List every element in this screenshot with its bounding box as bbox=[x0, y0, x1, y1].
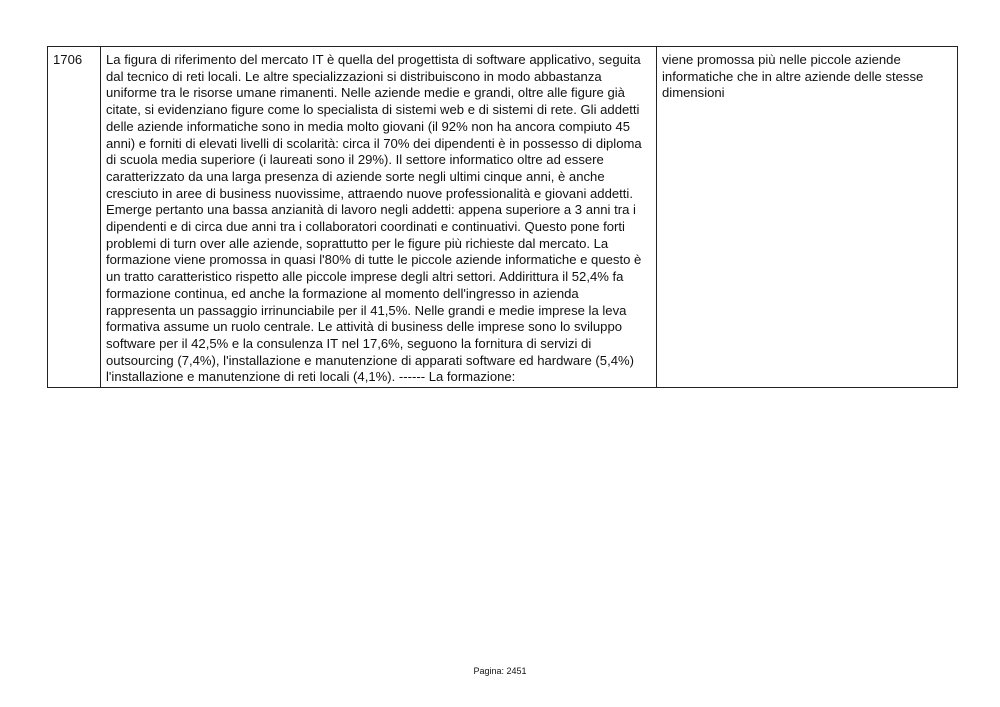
row-text-cell: La figura di riferimento del mercato IT è quella del progettista di software applicativo, seguita dal tecnico di reti locali. Le altre specializzazioni si distribuiscono in modo abbastanza uniforme tra le risorse umane rimanenti. Nelle aziende medie e grandi, oltre alle figure già citate, si evidenziano figure come lo specialista di sistemi web e di sistemi di rete. Gli addetti delle aziende informatiche sono in media molto giovani (il 92% non ha ancora compiuto 45 anni) e forniti di elevati livelli di scolarità: circa il 70% dei dipendenti è in possesso di diploma di scuola media superiore (i laureati sono il 29%). Il settore informatico oltre ad essere caratterizzato da una larga presenza di aziende sorte negli ultimi cinque anni, è anche cresciuto in aree di business nuovissime, attraendo nuove professionalità e giovani addetti. Emerge pertanto una bassa anzianità di lavoro negli addetti: appena superiore a 3 anni tra i dipendenti e di circa due anni tra i collaboratori coordinati e continuativi. Questo pone forti problemi di turn over alle aziende, soprattutto per le figure più richieste dal mercato. La formazione viene promossa in quasi l'80% di tutte le piccole aziende informatiche e questo è un tratto caratteristico rispetto alle piccole imprese degli altri settori. Addirittura il 52,4% fa formazione continua, ed anche la formazione al momento dell'ingresso in azienda rappresenta un passaggio irrinunciabile per il 41,5%. Nelle grandi e medie imprese la leva formativa assume un ruolo centrale. Le attività di business delle imprese sono lo sviluppo software per il 42,5% e la consulenza IT nel 17,6%, seguono la fornitura di servizi di outsourcing (7,4%), l'installazione e manutenzione di apparati software ed hardware (5,4%) l'installazione e manutenzione di reti locali (4,1%). ------ La formazione: bbox=[101, 47, 657, 388]
page-number: Pagina: 2451 bbox=[473, 666, 527, 676]
row-note-cell: viene promossa più nelle piccole aziende informatiche che in altre aziende delle stesse dimensioni bbox=[657, 47, 958, 388]
table-row bbox=[48, 47, 958, 388]
row-id-cell: 1706 bbox=[48, 47, 101, 388]
data-table bbox=[47, 46, 958, 388]
